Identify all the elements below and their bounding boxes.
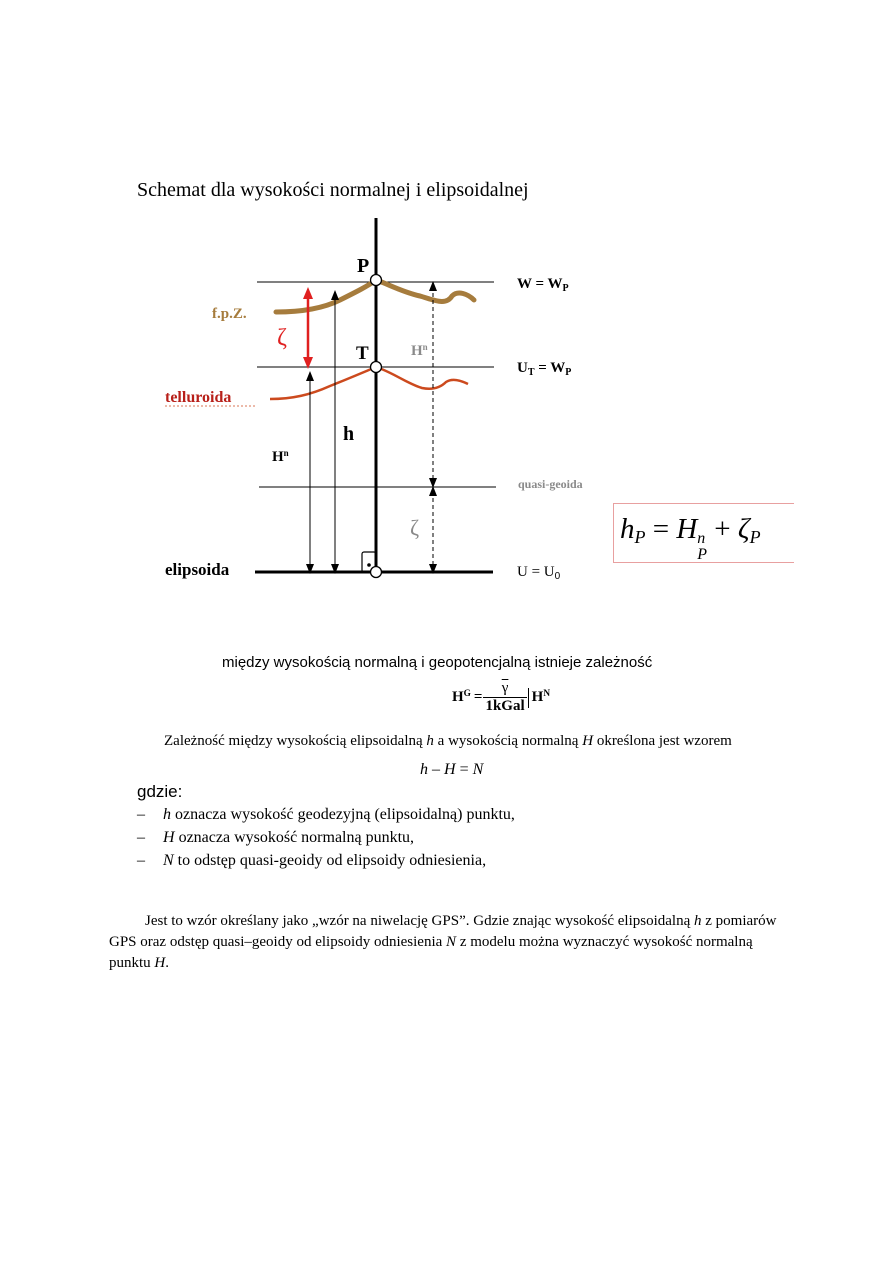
point-t-label: T <box>356 343 369 364</box>
definition-list <box>137 803 515 872</box>
h-label: h <box>343 423 355 445</box>
formula-fraction <box>483 680 526 715</box>
page-title: Schemat dla wysokości normalnej i elipsoidalnej <box>137 179 529 201</box>
level-u-label: $U = U_0$ <box>517 564 561 582</box>
relation-text: między wysokością normalną i geopotencjalną istnieje zależność <box>222 654 653 671</box>
formula-lhs: $H^G$ <box>452 688 471 706</box>
fraction-numerator: $\overline{\gamma}$ <box>501 680 509 696</box>
zeta-label-grey: ζ <box>410 515 420 540</box>
point-p-marker <box>371 275 382 286</box>
formula-eq: = <box>473 689 483 705</box>
zeta-label-red: ζ <box>277 325 287 351</box>
definition-item-N: – N to odstęp quasi-geoidy od elipsoidy odniesienia, <box>137 852 487 869</box>
point-t-marker <box>371 362 382 373</box>
point-ellipsoid-marker <box>371 567 382 578</box>
hn-label-left: $H^n$ <box>272 448 289 465</box>
definition-item-H: – H oznacza wysokość normalną punktu, <box>137 829 415 846</box>
geopotential-formula <box>452 680 550 715</box>
gps-leveling-paragraph: Jest to wzór określany jako „wzór na niwelację GPS”. Gdzie znając wysokość elipsoidalną h z pomiarów GPS oraz odstęp quasi–geoidy od elipsoidy odniesienia N z modelu można wyznaczyć wysokość normalną punktu H. <box>109 913 777 971</box>
definition-item-h: – h oznacza wysokość geodezyjną (elipsoidalną) punktu, <box>137 806 515 823</box>
right-angle-dot <box>367 563 371 567</box>
formula-bar <box>528 688 529 708</box>
point-p-label: P <box>357 255 370 277</box>
quasigeoid-label: quasi-geoida <box>518 477 583 491</box>
level-w-label: $W = W_P$ <box>517 276 569 294</box>
relation2-text: Zależność między wysokością elipsoidalną h a wysokością normalną H określona jest wzorem <box>164 733 732 749</box>
equation-h-H-N: h – H = N <box>420 761 484 778</box>
fpz-label: f.p.Z. <box>212 306 247 322</box>
telluroid-curve <box>270 367 468 399</box>
fraction-denominator: 1kGal <box>485 698 525 714</box>
level-ut-label: $U_T = W_P$ <box>517 360 572 378</box>
telluroid-label: telluroida <box>165 389 232 406</box>
formula-box <box>613 503 794 563</box>
ellipsoid-label: elipsoida <box>165 560 230 579</box>
formula-rhs: $H^N$ <box>531 688 551 706</box>
hn-label-right: $H^n$ <box>411 342 428 359</box>
formula-hp: $h_P = H$ n P + $\zeta_P$ <box>620 513 761 563</box>
where-label: gdzie: <box>137 782 183 801</box>
